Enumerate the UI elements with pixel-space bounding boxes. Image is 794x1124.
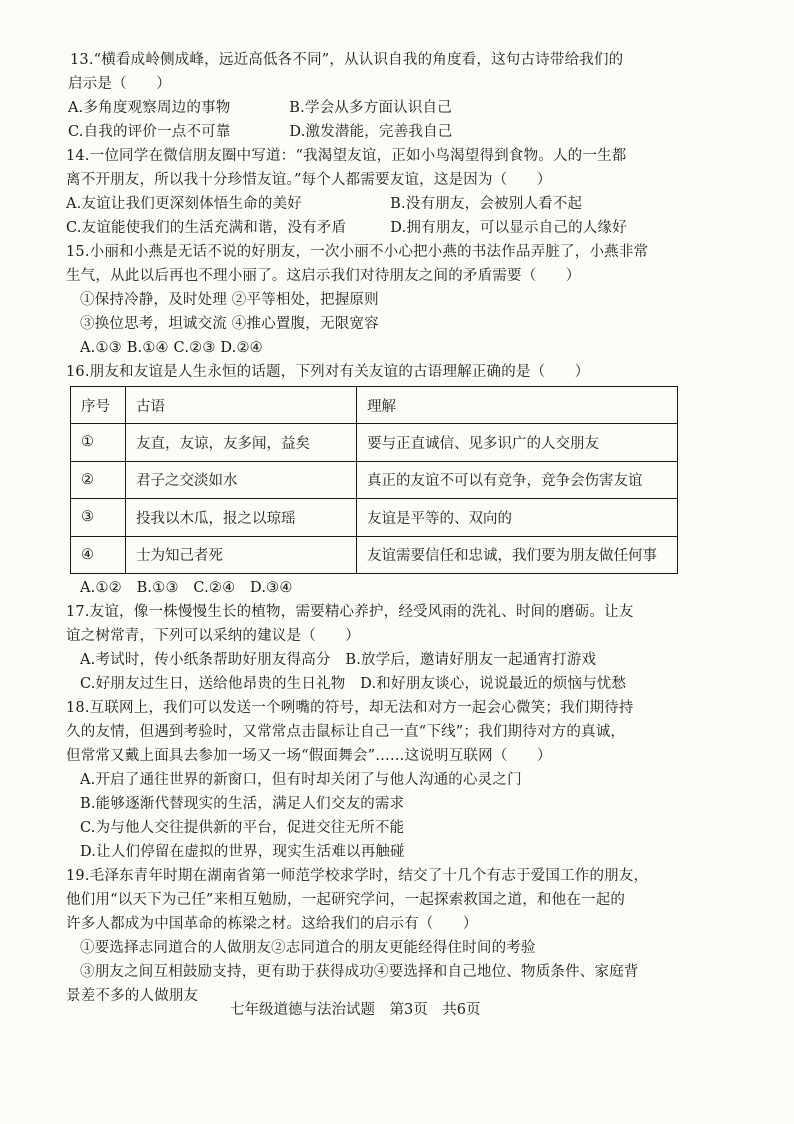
table-header-cell: 古语	[126, 387, 357, 424]
table-cell-number: ②	[71, 461, 126, 499]
table-cell-number: ③	[71, 499, 126, 537]
question-line-q18-c: C.为与他人交往提供新的平台，促进交往无所不能	[80, 820, 405, 836]
question-line-q13-l2: 启示是（ ）	[68, 76, 171, 92]
table-cell-number: ①	[71, 424, 126, 462]
question-line-q15-ans: A.①③ B.①④ C.②③ D.②④	[80, 340, 263, 356]
question-line-q14-ab: A.友谊让我们更深刻体悟生命的美好 B.没有朋友，会被别人看不起	[66, 196, 583, 212]
question-line-q15-l1: 15.小丽和小燕是无话不说的好朋友，一次小丽不小心把小燕的书法作品弄脏了，小燕非常	[66, 244, 649, 260]
question-line-q14-cd: C.友谊能使我们的生活充满和谐，没有矛盾 D.拥有朋友，可以显示自己的人缘好	[66, 220, 627, 236]
question-line-q18-b: B.能够逐渐代替现实的生活，满足人们交友的需求	[80, 796, 405, 812]
question-line-q15-o1: ①保持冷静，及时处理 ②平等相处，把握原则	[80, 292, 379, 308]
table-cell-proverb: 投我以木瓜，报之以琼瑶	[126, 499, 357, 537]
question-line-q17-cd: C.好朋友过生日，送给他昂贵的生日礼物 D.和好朋友谈心，说说最近的烦恼与忧愁	[80, 676, 627, 692]
table-row	[71, 461, 678, 499]
question-line-q17-l2: 谊之树常青，下列可以采纳的建议是（ ）	[66, 628, 360, 644]
question-line-q18-d: D.让人们停留在虚拟的世界，现实生活难以再触碰	[80, 844, 405, 860]
question-line-q19-o1: ①要选择志同道合的人做朋友②志同道合的朋友更能经得住时间的考验	[80, 940, 536, 956]
question-line-q17-l1: 17.友谊，像一株慢慢生长的植物，需要精心养护，经受风雨的洗礼、时间的磨砺。让友	[66, 604, 634, 620]
question-line-q16-ans: A.①② B.①③ C.②④ D.③④	[80, 580, 293, 596]
question-line-q13-l1: 13.“横看成岭侧成峰，远近高低各不同”，从认识自我的角度看，这句古诗带给我们的	[70, 52, 624, 68]
question-line-q14-l1: 14.一位同学在微信朋友圈中写道：“我渴望友谊，正如小鸟渴望得到食物。人的一生都	[66, 148, 627, 164]
table-cell-meaning: 友谊是平等的、双向的	[357, 499, 678, 537]
question-line-q13-ab: A.多角度观察周边的事物 B.学会从多方面认识自己	[68, 100, 452, 116]
page-footer: 七年级道德与法治试题 第3页 共6页	[230, 1002, 481, 1018]
table-cell-number: ④	[71, 536, 126, 574]
table-cell-proverb: 士为知己者死	[126, 536, 357, 574]
question-line-q18-l1: 18.互联网上，我们可以发送一个咧嘴的符号，却无法和对方一起会心微笑；我们期待持	[66, 700, 634, 716]
question-line-q19-l1: 19.毛泽东青年时期在湖南省第一师范学校求学时，结交了十几个有志于爱国工作的朋友，	[66, 868, 649, 884]
table-header-row	[71, 387, 678, 424]
question-line-q16-l1: 16.朋友和友谊是人生永恒的话题，下列对有关友谊的古语理解正确的是（ ）	[66, 364, 590, 380]
table-header-cell: 理解	[357, 387, 678, 424]
question-line-q18-l2: 久的友情，但遇到考验时，又常常点击鼠标让自己一直“下线”；我们期待对方的真诚，	[66, 724, 626, 740]
table-header-cell: 序号	[71, 387, 126, 424]
table-row	[71, 424, 678, 462]
table-cell-meaning: 友谊需要信任和忠诚，我们要为朋友做任何事	[357, 536, 678, 574]
table-row	[71, 536, 678, 574]
table-cell-meaning: 真正的友谊不可以有竞争，竞争会伤害友谊	[357, 461, 678, 499]
question-line-q18-a: A.开启了通往世界的新窗口，但有时却关闭了与他人沟通的心灵之门	[80, 772, 522, 788]
question-line-q19-o2: ③朋友之间互相鼓励支持，更有助于获得成功④要选择和自己地位、物质条件、家庭背	[80, 964, 639, 980]
table-cell-proverb: 君子之交淡如水	[126, 461, 357, 499]
question-line-q17-ab: A.考试时，传小纸条帮助好朋友得高分 B.放学后，邀请好朋友一起通宵打游戏	[80, 652, 597, 668]
question-line-q14-l2: 离不开朋友，所以我十分珍惜友谊。”每个人都需要友谊，这是因为（ ）	[66, 172, 552, 188]
question-line-q19-l2: 他们用“以天下为己任”来相互勉励，一起研究学问，一起探索救国之道，和他在一起的	[66, 892, 626, 908]
table-row	[71, 499, 678, 537]
question-line-q13-cd: C.自我的评价一点不可靠 D.激发潜能，完善我自己	[68, 124, 453, 140]
question-line-q15-l2: 生气，从此以后再也不理小丽了。这启示我们对待朋友之间的矛盾需要（ ）	[66, 268, 581, 284]
question-line-q19-l3: 许多人都成为中国革命的栋梁之材。这给我们的启示有（ ）	[66, 916, 478, 932]
table-cell-proverb: 友直，友谅，友多闻，益矣	[126, 424, 357, 462]
question-line-q19-o3: 景差不多的人做朋友	[66, 988, 199, 1004]
question-line-q15-o2: ③换位思考，坦诚交流 ④推心置腹，无限宽容	[80, 316, 379, 332]
question-line-q18-l3: 但常常又戴上面具去参加一场又一场“假面舞会”……这说明互联网（ ）	[66, 748, 552, 764]
table-cell-meaning: 要与正直诚信、见多识广的人交朋友	[357, 424, 678, 462]
friendship-proverb-table	[70, 386, 678, 574]
